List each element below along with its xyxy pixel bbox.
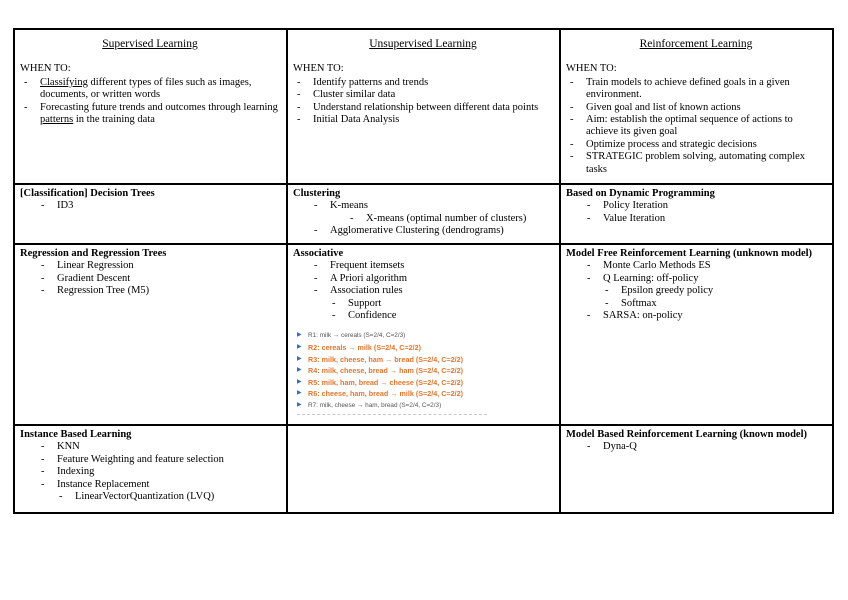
table-row xyxy=(14,184,833,244)
model-based-cell xyxy=(560,425,833,513)
list-item: - Confidence xyxy=(329,310,553,322)
section-title: Associative xyxy=(293,248,344,259)
supervised-cell xyxy=(14,29,287,184)
list-item: - LinearVectorQuantization (LVQ) xyxy=(56,491,280,503)
list-item: - STRATEGIC problem solving, automating complex tasks xyxy=(566,151,826,176)
triangle-bullet-icon: ▶ xyxy=(297,390,302,397)
rule-line: ▶ R7: milk, cheese → ham, bread (S=2/4, C=2/3) xyxy=(297,400,553,412)
list-item: - Monte Carlo Methods ES xyxy=(584,260,826,272)
when-to-label: WHEN TO: xyxy=(293,63,344,75)
list-item: - Indexing xyxy=(38,466,280,478)
list-item: - Association rules xyxy=(311,285,553,297)
unsupervised-cell xyxy=(287,29,560,184)
sub-item-list xyxy=(293,213,553,225)
item-list xyxy=(293,225,553,237)
item-list xyxy=(566,310,826,322)
list-item: - A Priori algorithm xyxy=(311,273,553,285)
list-item: - Forecasting future trends and outcomes through learning patterns in the training data xyxy=(20,102,280,127)
list-item: - Dyna-Q xyxy=(584,441,826,453)
section-title: Based on Dynamic Programming xyxy=(566,188,715,199)
empty-cell xyxy=(287,425,560,513)
list-item: - Policy Iteration xyxy=(584,200,826,212)
associative-cell xyxy=(287,244,560,425)
dynamic-programming-cell xyxy=(560,184,833,244)
rule-line: ▶ R6: cheese, ham, bread → milk (S=2/4, C=2/2) xyxy=(297,389,463,399)
section-title: Model Free Reinforcement Learning (unknown model) xyxy=(566,248,813,259)
list-item: - Initial Data Analysis xyxy=(293,114,553,126)
triangle-bullet-icon: ▶ xyxy=(297,367,302,374)
decision-trees-cell xyxy=(14,184,287,244)
ml-comparison-table xyxy=(13,28,834,514)
list-item: - Epsilon greedy policy xyxy=(602,285,826,297)
sub-item-list xyxy=(20,491,280,503)
column-header-supervised: Supervised Learning xyxy=(102,38,198,50)
list-item: - Frequent itemsets xyxy=(311,260,553,272)
item-list xyxy=(566,260,826,285)
model-free-cell xyxy=(560,244,833,425)
triangle-bullet-icon: ▶ xyxy=(297,402,302,408)
list-item: - Feature Weighting and feature selection xyxy=(38,454,280,466)
sub-item-list xyxy=(293,298,553,323)
column-header-reinforcement: Reinforcement Learning xyxy=(639,38,753,50)
rule-line: ▶ R1: milk → cereals (S=2/4, C=2/3) xyxy=(297,330,553,342)
instance-based-cell xyxy=(14,425,287,513)
regression-cell xyxy=(14,244,287,425)
list-item: - Gradient Descent xyxy=(38,273,280,285)
list-item: - ID3 xyxy=(38,200,280,212)
when-to-label: WHEN TO: xyxy=(20,63,71,75)
item-list xyxy=(20,200,280,212)
list-item: - Train models to achieve defined goals in a given environment. xyxy=(566,77,826,102)
list-item: - Optimize process and strategic decisions xyxy=(566,139,826,151)
list-item: - K-means xyxy=(311,200,553,212)
list-item: - Instance Replacement xyxy=(38,479,280,491)
table-row xyxy=(14,244,833,425)
triangle-bullet-icon: ▶ xyxy=(297,378,302,385)
section-title: Regression and Regression Trees xyxy=(20,248,167,259)
when-to-list xyxy=(293,77,553,127)
list-item: - Q Learning: off-policy xyxy=(584,273,826,285)
list-item: - Agglomerative Clustering (dendrograms) xyxy=(311,225,553,237)
triangle-bullet-icon: ▶ xyxy=(297,355,302,362)
item-list xyxy=(20,260,280,297)
list-item: - Cluster similar data xyxy=(293,89,553,101)
rule-line: ▶ R2: cereals → milk (S=2/4, C=2/2) xyxy=(297,343,422,353)
list-item: - Given goal and list of known actions xyxy=(566,102,826,114)
rule-line: ▶ R5: milk, ham, bread → cheese (S=2/4, C=2/2) xyxy=(297,377,463,387)
item-list xyxy=(293,260,553,297)
when-to-list xyxy=(20,77,280,127)
table-row xyxy=(14,29,833,184)
section-title: Clustering xyxy=(293,188,341,199)
list-item: - SARSA: on-policy xyxy=(584,310,826,322)
reinforcement-cell xyxy=(560,29,833,184)
list-item: - KNN xyxy=(38,441,280,453)
list-item: - Identify patterns and trends xyxy=(293,77,553,89)
item-list xyxy=(20,441,280,491)
when-to-list xyxy=(566,77,826,176)
list-item: - Aim: establish the optimal sequence of actions to achieve its given goal xyxy=(566,114,826,139)
section-title: [Classification] Decision Trees xyxy=(20,188,155,199)
association-rules-image xyxy=(297,330,553,414)
column-header-unsupervised: Unsupervised Learning xyxy=(369,38,477,50)
item-list xyxy=(566,200,826,225)
rule-line: ▶ R4: milk, cheese, bread → ham (S=2/4, C=2/2) xyxy=(297,366,463,376)
list-item: - Support xyxy=(329,298,553,310)
sub-item-list xyxy=(566,285,826,310)
rule-line: ▶ R3: milk, cheese, ham → bread (S=2/4, C=2/2) xyxy=(297,354,463,364)
divider xyxy=(297,414,487,415)
list-item: - Linear Regression xyxy=(38,260,280,272)
list-item: - Classifying different types of files such as images, documents, or written words xyxy=(20,77,280,102)
section-title: Instance Based Learning xyxy=(20,429,132,440)
list-item: - Understand relationship between different data points xyxy=(293,102,553,114)
table-row xyxy=(14,425,833,513)
when-to-label: WHEN TO: xyxy=(566,63,617,75)
item-list xyxy=(566,441,826,453)
list-item: - Softmax xyxy=(602,298,826,310)
triangle-bullet-icon: ▶ xyxy=(297,332,302,339)
item-list xyxy=(293,200,553,212)
list-item: - Value Iteration xyxy=(584,213,826,225)
section-title: Model Based Reinforcement Learning (known model) xyxy=(566,429,808,440)
triangle-bullet-icon: ▶ xyxy=(297,344,302,351)
list-item: - X-means (optimal number of clusters) xyxy=(347,213,553,225)
list-item: - Regression Tree (M5) xyxy=(38,285,280,297)
clustering-cell xyxy=(287,184,560,244)
